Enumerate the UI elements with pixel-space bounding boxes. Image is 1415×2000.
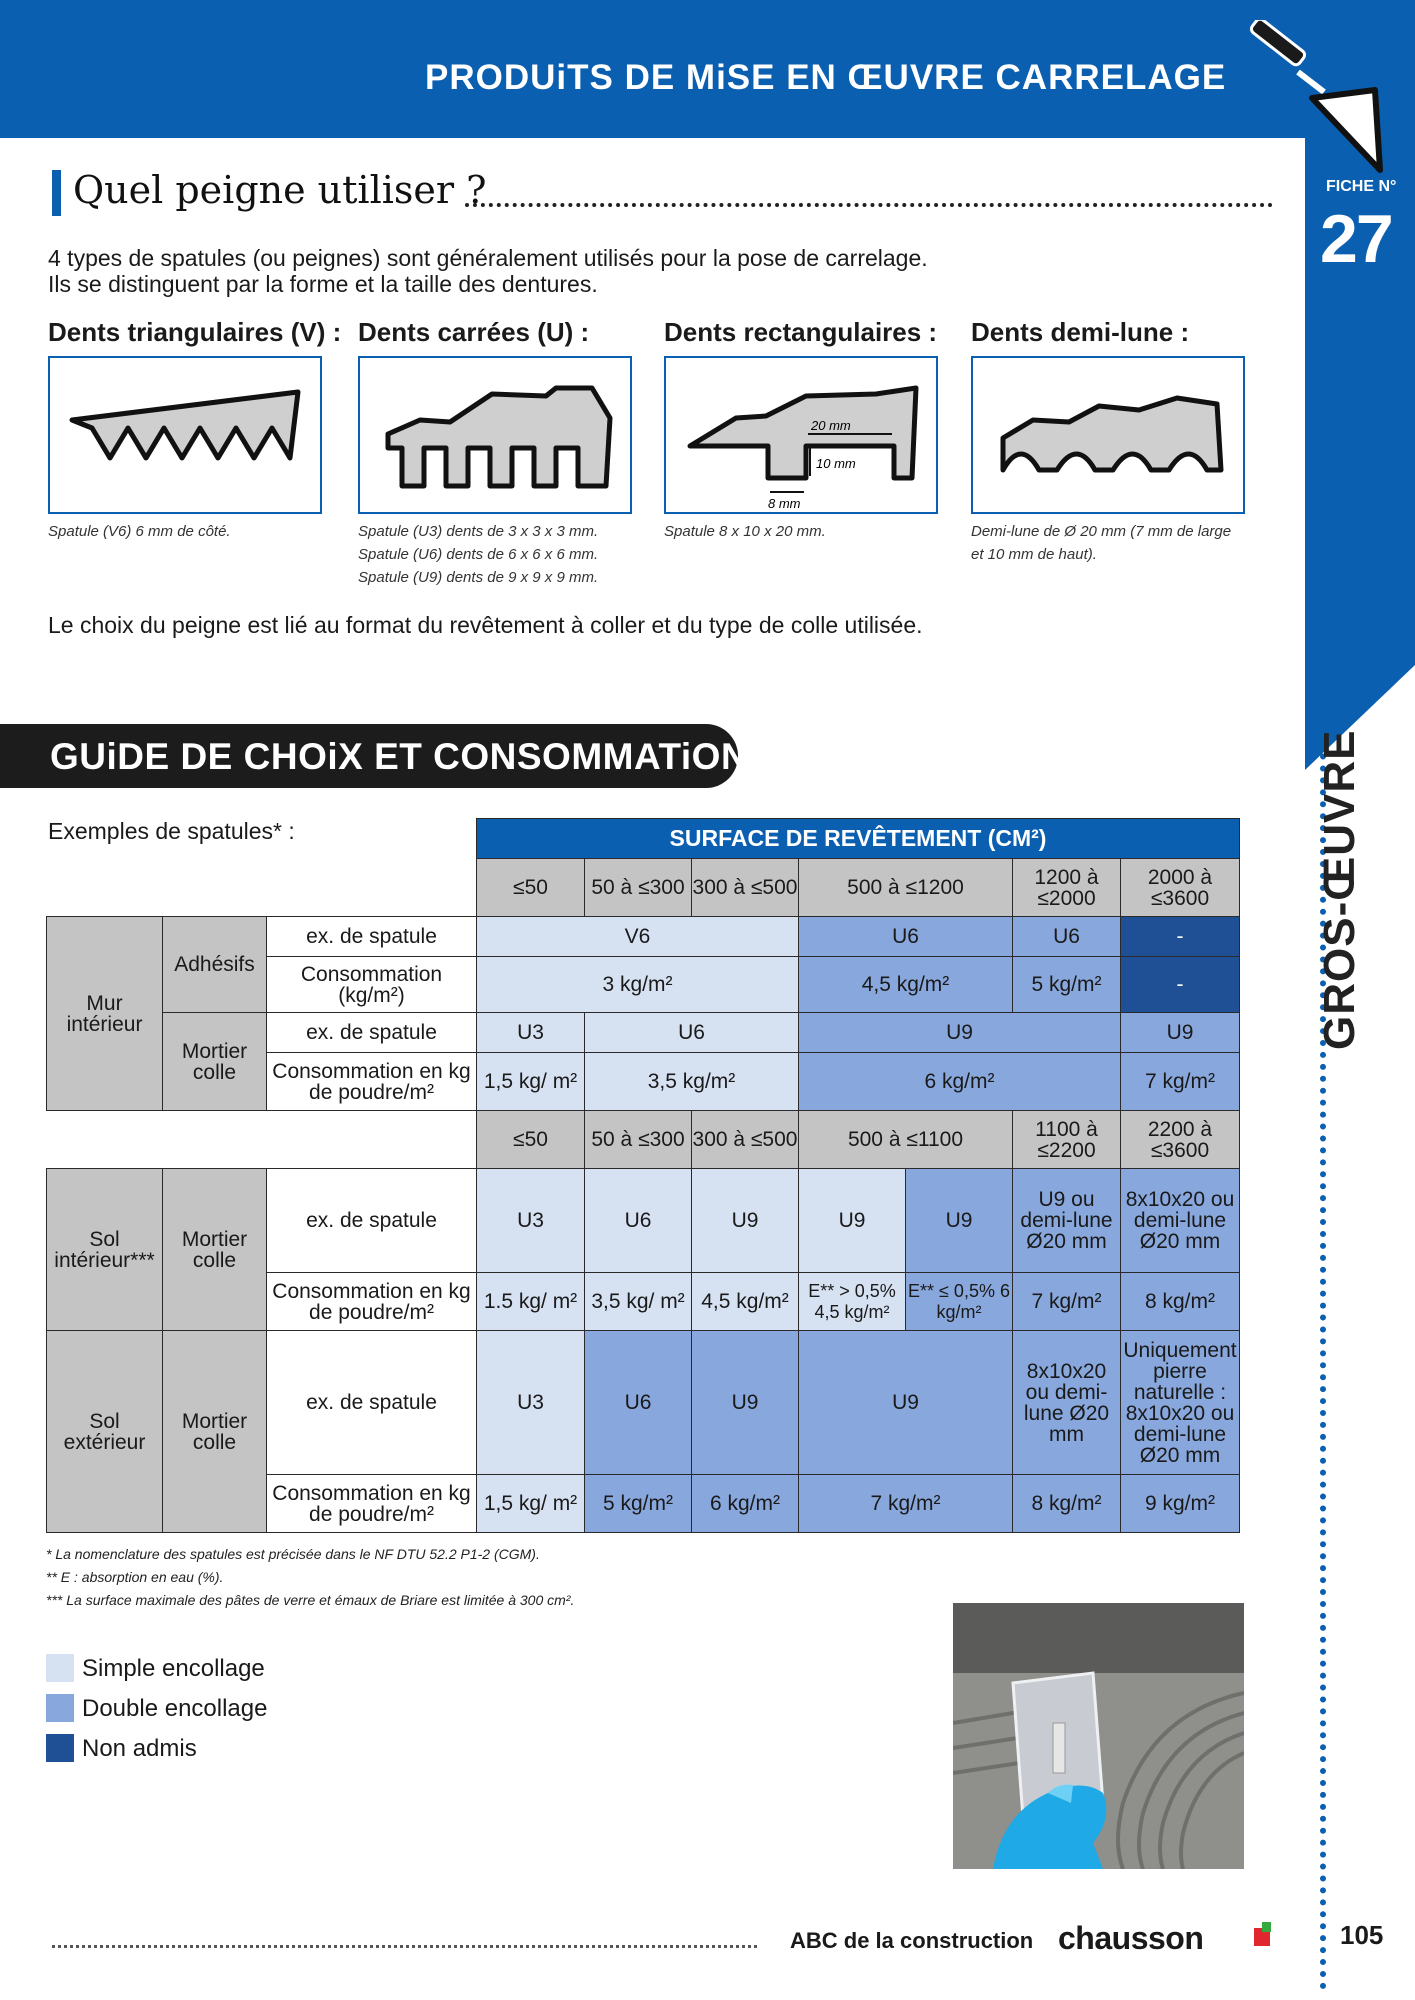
guide-title: GUiDE DE CHOiX ET CONSOMMATiON [50, 736, 749, 777]
brand-leaf-icon [1262, 1922, 1271, 1932]
table-cell: U6 [585, 1331, 692, 1475]
dent-v-diagram [48, 356, 322, 514]
table-cell: 5 kg/m² [585, 1475, 692, 1533]
col-header: 50 à ≤300 [585, 1111, 692, 1169]
col-header: 300 à ≤500 [692, 859, 799, 917]
table-cell: - [1121, 957, 1240, 1013]
table-cell: 8 kg/m² [1121, 1273, 1240, 1331]
caption-line: Spatule (U9) dents de 9 x 9 x 9 mm. [358, 569, 599, 586]
table-cell: U6 [585, 1169, 692, 1273]
dim-20mm: 20 mm [811, 418, 851, 433]
legend-label: Simple encollage [82, 1655, 265, 1682]
table-cell: U9 [799, 1169, 906, 1273]
table-cell: 3,5 kg/m² [585, 1053, 799, 1111]
dim-10mm: 10 mm [816, 456, 856, 471]
intro-text [48, 245, 1048, 297]
table-cell: 8x10x20 ou demi-lune Ø20 mm [1013, 1331, 1121, 1475]
col-header: ≤50 [477, 1111, 585, 1169]
footnote: *** La surface maximale des pâtes de verre et émaux de Briare est limitée à 300 cm². [46, 1592, 575, 1608]
table-cell: 7 kg/m² [1121, 1053, 1240, 1111]
table-cell: 4,5 kg/m² [692, 1273, 799, 1331]
page-title: PRODUiTS DE MiSE EN ŒUVRE CARRELAGE [425, 58, 1227, 97]
table-cell: U6 [585, 1013, 799, 1053]
row-label: ex. de spatule [267, 1331, 477, 1475]
page-number: 105 [1340, 1920, 1384, 1950]
legend-swatch-double [46, 1694, 74, 1722]
table-cell: 3,5 kg/ m² [585, 1273, 692, 1331]
dim-8mm: 8 mm [768, 496, 801, 511]
footnote: ** E : absorption en eau (%). [46, 1569, 224, 1585]
choice-table [46, 818, 1240, 1533]
row-label: Consommation en kg de poudre/m² [267, 1475, 477, 1533]
exemples-label: Exemples de spatules* : [48, 818, 295, 844]
table-cell: U9 [799, 1331, 1013, 1475]
dent-rect-diagram [664, 356, 938, 514]
surface-header: SURFACE DE REVÊTEMENT (CM²) [477, 819, 1240, 859]
heading-dots [465, 203, 1273, 207]
dent-title-rect: Dents rectangulaires : [664, 317, 938, 347]
dent-title-demilune: Dents demi-lune : [971, 317, 1190, 347]
col-header: 1200 à ≤2000 [1013, 859, 1121, 917]
caption-line: Spatule (V6) 6 mm de côté. [48, 523, 231, 540]
table-cell: U9 [1121, 1013, 1240, 1053]
table-cell: - [1121, 917, 1240, 957]
row-group-sol-exterieur: Sol extérieur [47, 1331, 163, 1533]
table-cell: 5 kg/m² [1013, 957, 1121, 1013]
table-cell: 9 kg/m² [1121, 1475, 1240, 1533]
col-header: 300 à ≤500 [692, 1111, 799, 1169]
table-cell: U3 [477, 1331, 585, 1475]
table-cell: U9 [906, 1169, 1013, 1273]
col-header: 500 à ≤1100 [799, 1111, 1013, 1169]
dent-title-u: Dents carrées (U) : [358, 317, 590, 347]
section-label: GROS-ŒUVRE [1315, 729, 1364, 1050]
fiche-number: 27 [1320, 201, 1392, 277]
row-sub-mortier: Mortier colle [163, 1169, 267, 1331]
table-cell: 3 kg/m² [477, 957, 799, 1013]
table-cell: U6 [1013, 917, 1121, 957]
caption-line: Demi-lune de Ø 20 mm (7 mm de large [971, 523, 1232, 540]
row-group-mur: Mur intérieur [47, 917, 163, 1111]
legend-swatch-non-admis [46, 1734, 74, 1762]
row-label: Consommation en kg de poudre/m² [267, 1273, 477, 1331]
caption-v [48, 520, 231, 543]
trowel-icon [1240, 20, 1400, 180]
dent-title-v: Dents triangulaires (V) : [48, 317, 342, 347]
col-header: 50 à ≤300 [585, 859, 692, 917]
col-header: ≤50 [477, 859, 585, 917]
table-cell: U3 [477, 1013, 585, 1053]
table-cell: 8x10x20 ou demi-lune Ø20 mm [1121, 1169, 1240, 1273]
legend-label: Double encollage [82, 1695, 268, 1722]
table-cell: U9 [692, 1169, 799, 1273]
row-sub-adhesifs: Adhésifs [163, 917, 267, 1013]
table-cell: 6 kg/m² [799, 1053, 1121, 1111]
fiche-label: FICHE N° [1326, 178, 1397, 195]
caption-line: et 10 mm de haut). [971, 546, 1097, 563]
dent-demilune-diagram [971, 356, 1245, 514]
table-cell: U9 [692, 1331, 799, 1475]
table-cell: U6 [799, 917, 1013, 957]
table-cell: E** > 0,5% 4,5 kg/m² [799, 1273, 906, 1331]
table-cell: U3 [477, 1169, 585, 1273]
choix-text: Le choix du peigne est lié au format du revêtement à coller et du type de colle utilisée. [48, 612, 923, 638]
table-cell: 4,5 kg/m² [799, 957, 1013, 1013]
footnote: * La nomenclature des spatules est précisée dans le NF DTU 52.2 P1-2 (CGM). [46, 1546, 540, 1562]
table-cell: 6 kg/m² [692, 1475, 799, 1533]
table-cell: 1.5 kg/ m² [477, 1273, 585, 1331]
intro-line-2: Ils se distinguent par la forme et la taille des dentures. [48, 271, 598, 297]
row-label: ex. de spatule [267, 917, 477, 957]
table-cell: 7 kg/m² [799, 1475, 1013, 1533]
table-cell: U9 [799, 1013, 1121, 1053]
intro-line-1: 4 types de spatules (ou peignes) sont généralement utilisés pour la pose de carrelage. [48, 245, 928, 271]
col-header: 1100 à ≤2200 [1013, 1111, 1121, 1169]
caption-rect [664, 520, 826, 543]
row-label: ex. de spatule [267, 1013, 477, 1053]
footer-dots [52, 1945, 757, 1948]
row-group-sol-interieur: Sol intérieur*** [47, 1169, 163, 1331]
col-header: 2000 à ≤3600 [1121, 859, 1240, 917]
row-label: ex. de spatule [267, 1169, 477, 1273]
caption-line: Spatule (U6) dents de 6 x 6 x 6 mm. [358, 546, 599, 563]
caption-demilune [971, 520, 1231, 566]
caption-u [358, 520, 598, 589]
col-header: 2200 à ≤3600 [1121, 1111, 1240, 1169]
caption-line: Spatule (U3) dents de 3 x 3 x 3 mm. [358, 523, 599, 540]
footer-abc: ABC de la construction [790, 1928, 1034, 1953]
row-sub-mortier: Mortier colle [163, 1331, 267, 1533]
table-cell: U9 ou demi-lune Ø20 mm [1013, 1169, 1121, 1273]
table-cell: V6 [477, 917, 799, 957]
caption-line: Spatule 8 x 10 x 20 mm. [664, 523, 826, 540]
table-cell: E** ≤ 0,5% 6 kg/m² [906, 1273, 1013, 1331]
table-cell: 7 kg/m² [1013, 1273, 1121, 1331]
trowel-photo [953, 1603, 1244, 1869]
table-cell: 8 kg/m² [1013, 1475, 1121, 1533]
legend-label: Non admis [82, 1735, 197, 1762]
table-cell: 1,5 kg/ m² [477, 1053, 585, 1111]
table-cell: Uniquement pierre naturelle : 8x10x20 ou demi-lune Ø20 mm [1121, 1331, 1240, 1475]
heading-bar [52, 170, 61, 216]
brand-logo: chausson [1058, 1920, 1204, 1956]
dent-u-diagram [358, 356, 632, 514]
table-cell: 1,5 kg/ m² [477, 1475, 585, 1533]
legend-swatch-simple [46, 1654, 74, 1682]
section-heading: Quel peigne utiliser ? [73, 168, 487, 212]
row-label: Consommation en kg de poudre/m² [267, 1053, 477, 1111]
row-label: Consommation (kg/m²) [267, 957, 477, 1013]
col-header: 500 à ≤1200 [799, 859, 1013, 917]
row-sub-mortier: Mortier colle [163, 1013, 267, 1111]
